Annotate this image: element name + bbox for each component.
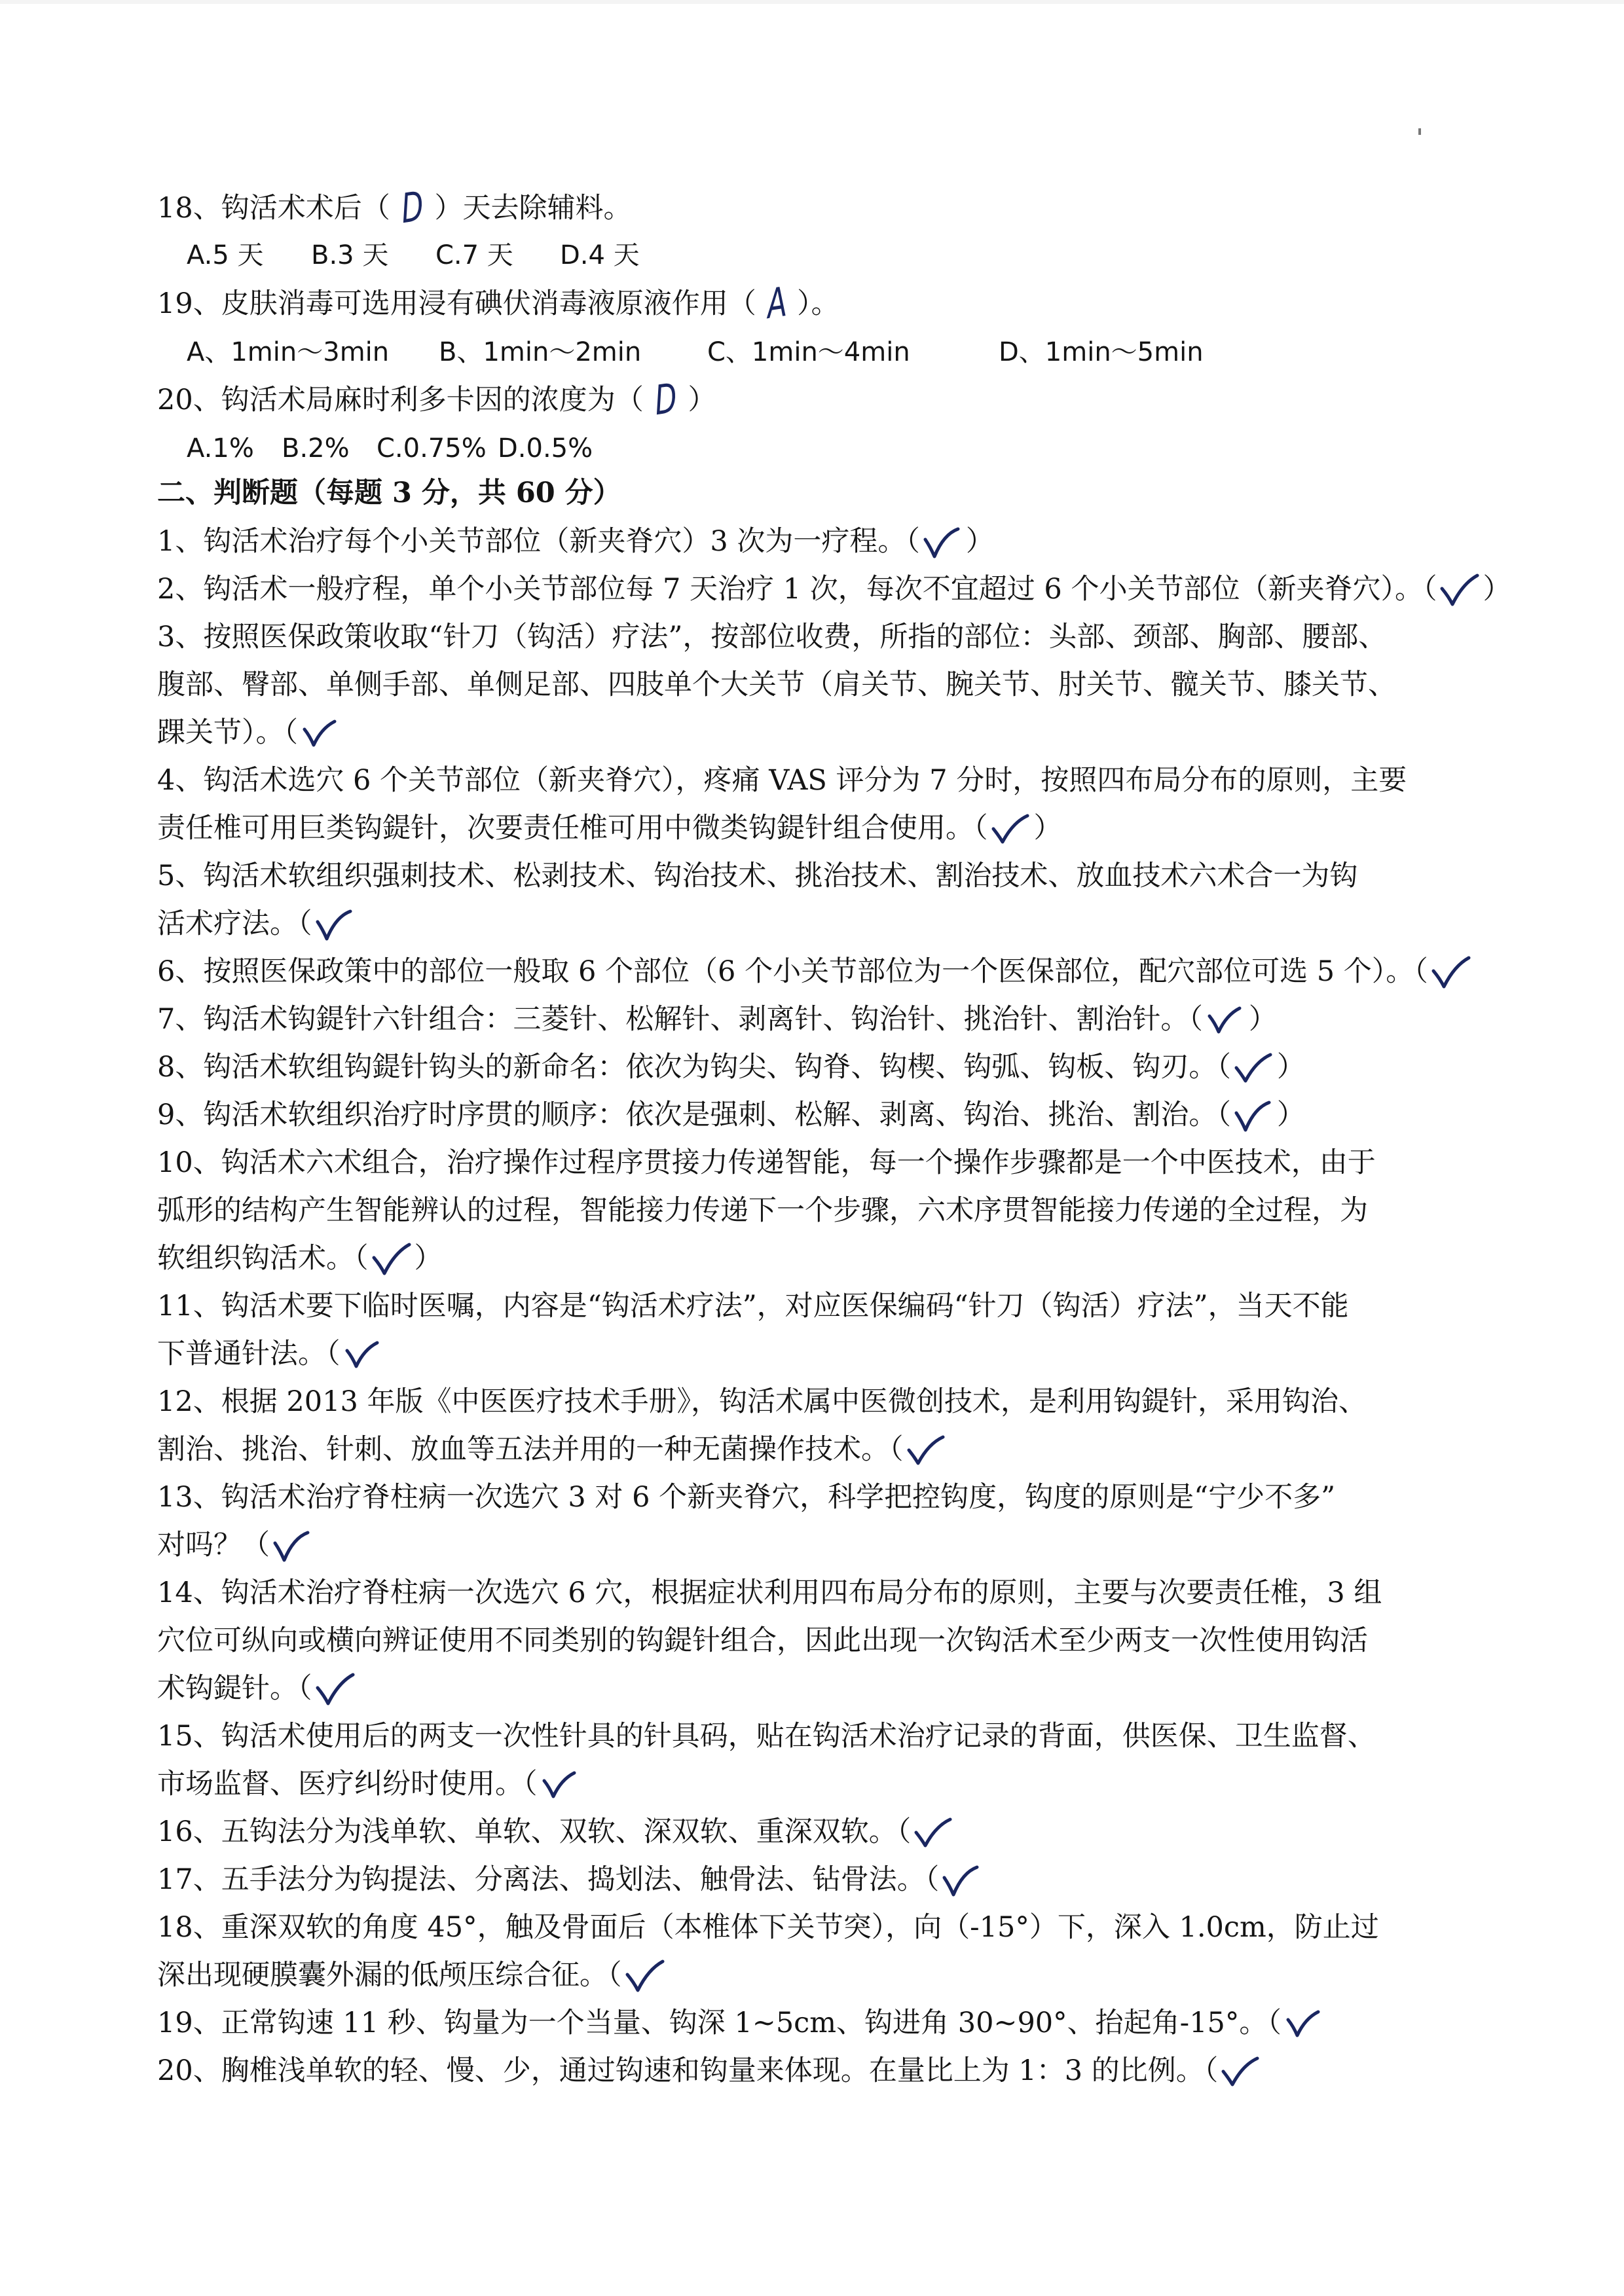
option-b: B、1min～2min — [439, 337, 642, 367]
tf-question-14-line-3 — [157, 1669, 1480, 1708]
handwritten-check-icon — [1235, 1053, 1273, 1085]
question-text: 7、钩活术钩鍉针六针组合：三菱针、松解针、剥离针、钩治针、挑治针、割治针。（ — [157, 1003, 1203, 1036]
question-text: 9、钩活术软组织治疗时序贯的顺序：依次是强刺、松解、剥离、钩治、挑治、割治。（ — [157, 1099, 1231, 1131]
mc-options-19 — [187, 333, 1509, 372]
tf-question-11-line-1 — [157, 1286, 1480, 1326]
question-text: 4、钩活术选穴 6 个关节部位（新夹脊穴），疼痛 VAS 评分为 7 分时，按照四布局分布的原则，主要 — [157, 764, 1407, 797]
question-text: 11、钩活术要下临时医嘱，内容是“钩活术疗法”，对应医保编码“针刀（钩活）疗法”，当天不能 — [157, 1290, 1349, 1322]
tf-question-18-line-1 — [157, 1908, 1480, 1947]
scan-edge — [0, 0, 1624, 4]
closing-paren: ） — [1483, 573, 1511, 606]
option-c: C.0.75% — [377, 433, 487, 464]
handwritten-check-icon — [1432, 958, 1470, 989]
closing-paren: ） — [965, 525, 994, 558]
question-text: 市场监督、医疗纠纷时使用。（ — [157, 1768, 538, 1800]
option-c: C、1min～4min — [707, 337, 910, 367]
question-text: 20、胸椎浅单软的轻、慢、少，通过钩速和钩量来体现。在量比上为 1：3 的比例。（ — [157, 2054, 1219, 2087]
question-text: 踝关节）。（ — [157, 716, 298, 749]
tf-question-3-line-1 — [157, 617, 1480, 657]
handwritten-answer: D — [653, 373, 678, 425]
question-stem: 19、皮肤消毒可选用浸有碘伏消毒液原液作用（ — [157, 287, 756, 320]
tf-question-5-line-2 — [157, 904, 1480, 943]
closing-paren: ） — [1248, 1003, 1277, 1036]
tf-question-14-line-1 — [157, 1573, 1480, 1613]
handwritten-check-icon — [1207, 1006, 1245, 1037]
closing-paren: ） — [1276, 1099, 1305, 1131]
question-text: 割治、挑治、针刺、放血等五法并用的一种无菌操作技术。（ — [157, 1433, 904, 1466]
tf-question-20-line-1 — [157, 2051, 1480, 2090]
option-b: B.3 天 — [311, 240, 389, 270]
question-text: 10、钩活术六术组合，治疗操作过程序贯接力传递智能，每一个操作步骤都是一个中医技术，由于 — [157, 1146, 1376, 1179]
question-stem-end: ）天去除辅料。 — [434, 192, 632, 225]
option-c: C.7 天 — [435, 240, 513, 270]
tf-question-18-line-2 — [157, 1956, 1480, 1995]
tf-question-15-line-2 — [157, 1764, 1480, 1804]
question-stem: 18、钩活术术后（ — [157, 192, 390, 225]
question-text: 穴位可纵向或横向辨证使用不同类别的钩鍉针组合，因此出现一次钩活术至少两支一次性使用钩活 — [157, 1624, 1368, 1657]
handwritten-check-icon — [915, 1818, 953, 1850]
tf-question-13-line-2 — [157, 1525, 1480, 1565]
handwritten-check-icon — [316, 1675, 354, 1706]
option-d: D、1min～5min — [999, 337, 1204, 367]
tf-question-4-line-2 — [157, 809, 1480, 848]
tf-question-10-line-2 — [157, 1191, 1480, 1230]
handwritten-check-icon — [626, 1961, 664, 1993]
tf-question-3-line-3 — [157, 713, 1480, 752]
handwritten-check-icon — [542, 1770, 580, 1802]
tf-question-3-line-2 — [157, 665, 1480, 704]
mc-question-19 — [157, 277, 1480, 329]
mc-options-18 — [187, 236, 1509, 275]
question-text: 18、重深双软的角度 45°，触及骨面后（本椎体下关节突），向（-15°）下，深入 1.0cm，防止过 — [157, 1911, 1379, 1944]
handwritten-check-icon — [1222, 2057, 1260, 2088]
option-d: D.4 天 — [560, 240, 640, 270]
closing-paren: ） — [414, 1242, 443, 1275]
tf-question-1-line-1 — [157, 522, 1480, 561]
question-stem-end: ）。 — [797, 287, 840, 320]
question-text: 深出现硬膜囊外漏的低颅压综合征。（ — [157, 1959, 622, 1992]
question-text: 软组织钩活术。（ — [157, 1242, 369, 1275]
mc-options-20 — [187, 429, 1509, 468]
tf-question-12-line-1 — [157, 1382, 1480, 1421]
handwritten-check-icon — [1235, 1101, 1273, 1133]
question-text: 3、按照医保政策收取“针刀（钩活）疗法”，按部位收费，所指的部位：头部、颈部、胸部、腰部、 — [157, 621, 1387, 653]
question-text: 8、钩活术软组钩鍉针钩头的新命名：依次为钩尖、钩脊、钩楔、钩弧、钩板、钩刃。（ — [157, 1051, 1231, 1084]
handwritten-check-icon — [316, 910, 354, 941]
mc-question-20 — [157, 373, 1480, 425]
section-title: 二、判断题（每题 3 分，共 60 分） — [157, 477, 621, 509]
tf-question-10-line-3 — [157, 1239, 1480, 1278]
handwritten-answer: A — [765, 277, 788, 329]
option-a: A.5 天 — [187, 240, 264, 270]
question-stem: 20、钩活术局麻时利多卡因的浓度为（ — [157, 384, 644, 416]
handwritten-check-icon — [908, 1436, 946, 1467]
question-text: 下普通针法。（ — [157, 1338, 341, 1370]
tf-question-4-line-1 — [157, 761, 1480, 800]
handwritten-check-icon — [1441, 575, 1479, 607]
tf-question-13-line-1 — [157, 1478, 1480, 1517]
tf-question-19-line-1 — [157, 2003, 1480, 2043]
question-text: 5、钩活术软组织强刺技术、松剥技术、钩治技术、挑治技术、割治技术、放血技术六术合一为钩 — [157, 860, 1358, 892]
option-d: D.0.5% — [498, 433, 593, 464]
question-text: 15、钩活术使用后的两支一次性针具的针具码，贴在钩活术治疗记录的背面，供医保、卫生监督、 — [157, 1720, 1376, 1753]
tf-question-7-line-1 — [157, 1000, 1480, 1039]
handwritten-check-icon — [1285, 2009, 1323, 2041]
handwritten-answer: D — [399, 181, 425, 233]
question-text: 对吗？（ — [157, 1529, 270, 1561]
mc-question-18 — [157, 181, 1480, 233]
closing-paren: ） — [1033, 812, 1062, 845]
handwritten-check-icon — [992, 814, 1030, 846]
handwritten-check-icon — [274, 1531, 312, 1563]
tf-question-5-line-1 — [157, 856, 1480, 896]
tf-question-10-line-1 — [157, 1143, 1480, 1182]
handwritten-check-icon — [943, 1866, 981, 1897]
question-text: 责任椎可用巨类钩鍉针，次要责任椎可用中微类钩鍉针组合使用。（ — [157, 812, 988, 845]
question-text: 2、钩活术一般疗程，单个小关节部位每 7 天治疗 1 次，每次不宜超过 6 个小关节部位（新夹脊穴）。（ — [157, 573, 1437, 606]
handwritten-check-icon — [373, 1245, 411, 1276]
question-text: 术钩鍉针。（ — [157, 1672, 312, 1705]
question-text: 12、根据 2013 年版《中医医疗技术手册》，钩活术属中医微创技术，是利用钩鍉针，采用钩治、 — [157, 1385, 1367, 1418]
question-text: 弧形的结构产生智能辨认的过程，智能接力传递下一个步骤，六术序贯智能接力传递的全过程，为 — [157, 1194, 1368, 1227]
option-b: B.2% — [282, 433, 350, 464]
closing-paren: ） — [1276, 1051, 1305, 1084]
tf-question-8-line-1 — [157, 1048, 1480, 1087]
option-a: A、1min～3min — [187, 337, 390, 367]
question-text: 16、五钩法分为浅单软、单软、双软、深双软、重深双软。（ — [157, 1815, 912, 1848]
question-text: 17、五手法分为钩提法、分离法、捣划法、触骨法、钻骨法。（ — [157, 1863, 940, 1896]
handwritten-check-icon — [344, 1340, 382, 1372]
question-text: 腹部、臀部、单侧手部、单侧足部、四肢单个大关节（肩关节、腕关节、肘关节、髋关节、膝关节、 — [157, 668, 1396, 701]
scan-speck — [1418, 128, 1421, 135]
question-text: 14、钩活术治疗脊柱病一次选穴 6 穴，根据症状利用四布局分布的原则，主要与次要责任椎，3 组 — [157, 1576, 1382, 1609]
question-stem-end: ） — [688, 384, 716, 416]
tf-question-15-line-1 — [157, 1717, 1480, 1756]
tf-question-17-line-1 — [157, 1860, 1480, 1899]
question-text: 13、钩活术治疗脊柱病一次选穴 3 对 6 个新夹脊穴，科学把控钩度，钩度的原则是“宁少不多” — [157, 1481, 1336, 1514]
handwritten-check-icon — [302, 719, 340, 750]
question-text: 6、按照医保政策中的部位一般取 6 个部位（6 个小关节部位为一个医保部位，配穴部位可选 5 个）。（ — [157, 955, 1428, 988]
option-a: A.1% — [187, 433, 254, 464]
tf-question-6-line-1 — [157, 952, 1480, 991]
tf-question-12-line-2 — [157, 1430, 1480, 1469]
tf-question-16-line-1 — [157, 1812, 1480, 1851]
tf-question-2-line-1 — [157, 570, 1511, 609]
tf-question-9-line-1 — [157, 1095, 1480, 1135]
question-text: 1、钩活术治疗每个小关节部位（新夹脊穴）3 次为一疗程。（ — [157, 525, 920, 558]
handwritten-check-icon — [924, 528, 962, 559]
tf-question-11-line-2 — [157, 1334, 1480, 1374]
question-text: 19、正常钩速 11 秒、钩量为一个当量、钩深 1~5cm、钩进角 30~90°、抬起角-15°。（ — [157, 2007, 1282, 2039]
question-text: 活术疗法。（ — [157, 907, 312, 940]
tf-question-14-line-2 — [157, 1621, 1480, 1660]
